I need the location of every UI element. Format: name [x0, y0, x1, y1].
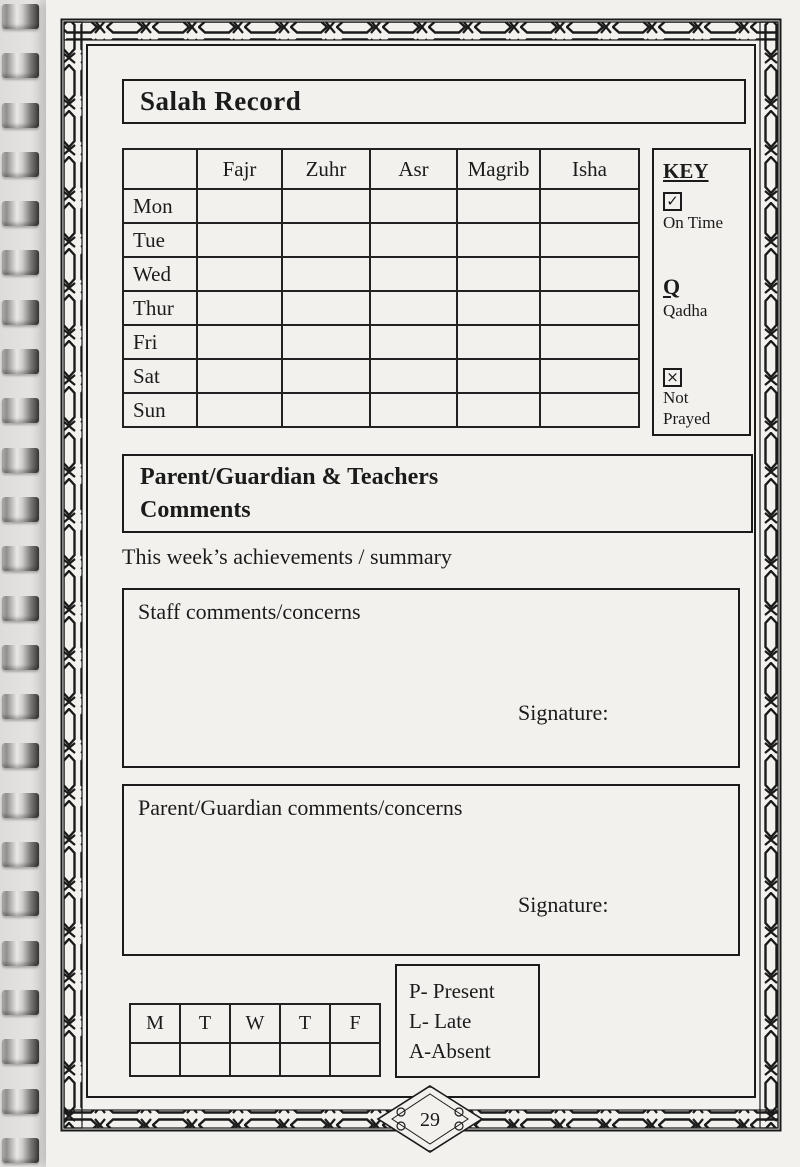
legend-present: P- Present: [409, 979, 495, 1003]
salah-header-row: [123, 149, 639, 189]
attendance-legend-box: [395, 964, 540, 1078]
salah-cell-empty: [540, 359, 639, 393]
day-label: Sat: [123, 359, 197, 393]
spiral-ring: [2, 694, 39, 719]
salah-cell-empty: [282, 189, 370, 223]
day-label: Fri: [123, 325, 197, 359]
spiral-ring: [2, 398, 39, 423]
salah-cell-empty: [457, 325, 540, 359]
salah-cell-empty: [370, 359, 457, 393]
page-title-box: [122, 79, 746, 124]
spiral-ring: [2, 645, 39, 670]
salah-corner-cell: [123, 149, 197, 189]
spiral-ring: [2, 448, 39, 473]
attendance-cell-empty: [330, 1043, 380, 1076]
staff-comments-label: Staff comments/concerns: [138, 599, 361, 624]
spiral-ring: [2, 250, 39, 275]
salah-cell-empty: [282, 223, 370, 257]
salah-row-sat: [123, 359, 639, 393]
parent-comments-box: [122, 784, 740, 956]
salah-cell-empty: [370, 257, 457, 291]
salah-cell-empty: [197, 189, 282, 223]
spiral-ring: [2, 152, 39, 177]
page-number-ornament: [368, 1084, 492, 1154]
spiral-ring: [2, 941, 39, 966]
salah-cell-empty: [540, 393, 639, 427]
salah-col-asr: Asr: [370, 149, 457, 189]
spiral-ring: [2, 842, 39, 867]
day-label: Wed: [123, 257, 197, 291]
key-not-prayed-label: Not: [663, 387, 689, 407]
salah-col-fajr: Fajr: [197, 149, 282, 189]
salah-cell-empty: [370, 291, 457, 325]
spiral-ring: [2, 497, 39, 522]
spiral-ring: [2, 349, 39, 374]
spiral-ring: [2, 1039, 39, 1064]
attendance-table: [129, 1003, 381, 1077]
key-qadha-label: Qadha: [663, 301, 708, 321]
attendance-cell-empty: [280, 1043, 330, 1076]
day-label: Thur: [123, 291, 197, 325]
salah-cell-empty: [457, 257, 540, 291]
salah-row-tue: [123, 223, 639, 257]
attendance-day-w: W: [230, 1004, 280, 1043]
spiral-ring: [2, 201, 39, 226]
salah-cell-empty: [370, 223, 457, 257]
salah-cell-empty: [540, 189, 639, 223]
salah-cell-empty: [540, 291, 639, 325]
spiral-ring: [2, 4, 39, 29]
salah-cell-empty: [540, 257, 639, 291]
salah-cell-empty: [282, 291, 370, 325]
salah-cell-empty: [282, 359, 370, 393]
salah-col-isha: Isha: [540, 149, 639, 189]
spiral-ring: [2, 1138, 39, 1163]
salah-cell-empty: [282, 393, 370, 427]
salah-row-fri: [123, 325, 639, 359]
attendance-header-row: [130, 1004, 380, 1043]
spiral-ring: [2, 596, 39, 621]
comments-heading-line1: Parent/Guardian & Teachers: [140, 464, 439, 491]
comments-heading-line2: Comments: [140, 496, 251, 523]
spiral-ring: [2, 743, 39, 768]
salah-cell-empty: [457, 189, 540, 223]
salah-cell-empty: [197, 257, 282, 291]
salah-col-zuhr: Zuhr: [282, 149, 370, 189]
spiral-ring: [2, 103, 39, 128]
staff-signature-label: Signature:: [518, 700, 609, 725]
salah-col-magrib: Magrib: [457, 149, 540, 189]
spiral-ring: [2, 990, 39, 1015]
spiral-ring: [2, 546, 39, 571]
spiral-binding: [2, 4, 44, 1163]
salah-cell-empty: [540, 223, 639, 257]
salah-row-sun: [123, 393, 639, 427]
salah-cell-empty: [197, 359, 282, 393]
spiral-ring: [2, 53, 39, 78]
day-label: Sun: [123, 393, 197, 427]
key-heading: KEY: [663, 159, 709, 183]
check-icon: ✓: [666, 192, 679, 211]
key-box: [652, 148, 751, 436]
attendance-entry-row: [130, 1043, 380, 1076]
salah-cell-empty: [282, 325, 370, 359]
cross-icon: ×: [666, 367, 679, 386]
salah-cell-empty: [370, 325, 457, 359]
attendance-cell-empty: [230, 1043, 280, 1076]
crossed-box-icon: [663, 368, 682, 387]
spiral-ring: [2, 793, 39, 818]
key-qadha-symbol: Q: [663, 273, 681, 299]
salah-cell-empty: [540, 325, 639, 359]
salah-cell-empty: [197, 223, 282, 257]
salah-cell-empty: [197, 325, 282, 359]
salah-row-thur: [123, 291, 639, 325]
salah-cell-empty: [457, 359, 540, 393]
parent-signature-label: Signature:: [518, 892, 609, 917]
salah-cell-empty: [197, 291, 282, 325]
salah-cell-empty: [282, 257, 370, 291]
parent-comments-label: Parent/Guardian comments/concerns: [138, 795, 463, 820]
spiral-ring: [2, 891, 39, 916]
salah-cell-empty: [197, 393, 282, 427]
checked-box-icon: [663, 192, 682, 211]
salah-row-mon: [123, 189, 639, 223]
comments-heading-box: [122, 454, 753, 533]
legend-absent: A-Absent: [409, 1039, 491, 1064]
salah-cell-empty: [370, 393, 457, 427]
spiral-ring: [2, 300, 39, 325]
attendance-cell-empty: [180, 1043, 230, 1076]
page-number: 29: [420, 1109, 440, 1131]
salah-cell-empty: [457, 223, 540, 257]
salah-cell-empty: [457, 393, 540, 427]
page-title: Salah Record: [140, 86, 302, 116]
attendance-day-f: F: [330, 1004, 380, 1043]
salah-cell-empty: [457, 291, 540, 325]
attendance-cell-empty: [130, 1043, 180, 1076]
key-not-prayed-label2: Prayed: [663, 409, 711, 428]
salah-cell-empty: [370, 189, 457, 223]
spiral-ring: [2, 1089, 39, 1114]
day-label: Tue: [123, 223, 197, 257]
salah-row-wed: [123, 257, 639, 291]
salah-record-table: [122, 148, 640, 428]
staff-comments-box: [122, 588, 740, 768]
legend-late: L- Late: [409, 1009, 472, 1034]
day-label: Mon: [123, 189, 197, 223]
attendance-day-t1: T: [180, 1004, 230, 1043]
attendance-day-t2: T: [280, 1004, 330, 1043]
achievements-summary-label: This week’s achievements / summary: [122, 544, 452, 569]
key-on-time-label: On Time: [663, 212, 723, 232]
attendance-day-m: M: [130, 1004, 180, 1043]
